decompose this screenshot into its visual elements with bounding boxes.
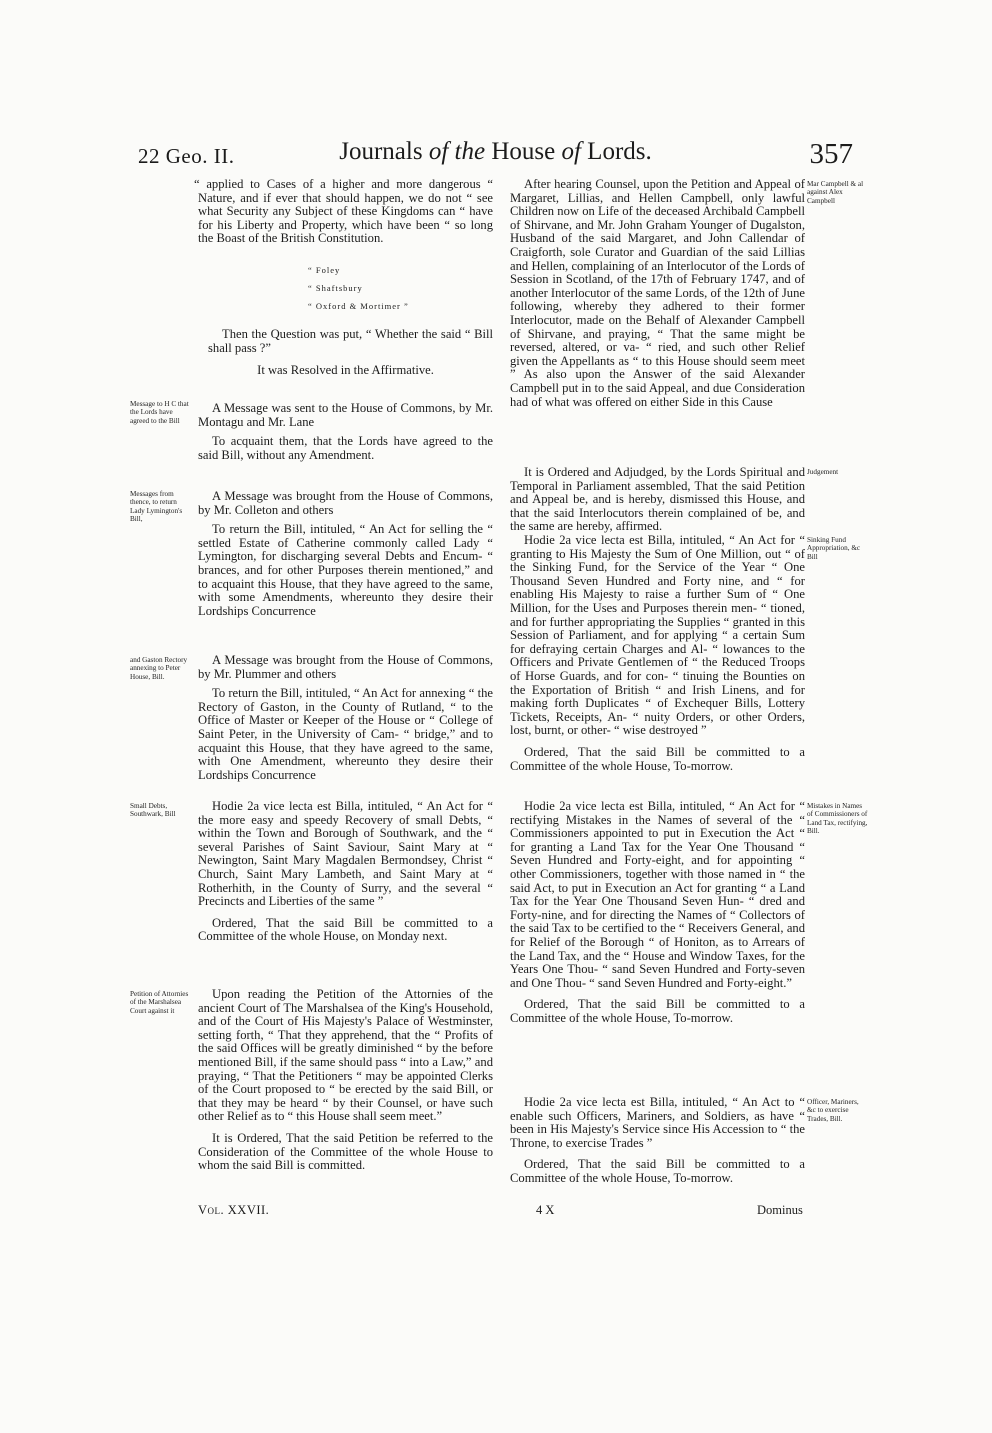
signature-oxford: “ Oxford & Mortimer ” xyxy=(308,301,409,311)
margin-note-message-hc: Message to H C that the Lords have agreed to the Bill xyxy=(130,400,189,425)
signature-foley: “ Foley xyxy=(308,265,341,275)
catchword: Dominus xyxy=(757,1203,803,1217)
title-part: of the xyxy=(428,138,486,165)
title-part: Journals xyxy=(339,138,429,165)
margin-note-judgement: Judgement xyxy=(807,468,839,476)
margin-note-officers: Officer, Mariners, &c to exercise Trades, Bill. xyxy=(807,1098,859,1123)
margin-note-gaston: and Gaston Rectory annexing to Peter House, Bill. xyxy=(130,656,188,681)
resolved-line: It was Resolved in the Affirmative. xyxy=(257,363,434,377)
message-2: A Message was brought from the House of Commons, by Mr. Colleton and others To return the Bill, intituled, “ An Act for selling the “ settled Estate of Catherine commonly called Lady “ Lymington, for discharging several Debts and Encum- “ brances, and for other Purposes therein mentioned,” and to acquaint this House, that they have agreed to the same, with some Amendments, whereunto they desire their Lordships Concurrence xyxy=(198,489,493,618)
message-3: A Message was brought from the House of Commons, by Mr. Plummer and others To return the Bill, intituled, “ An Act for annexing “ the Rectory of Gaston, in the County of Rutland, “ to the Office of Master or Keeper of the House or “ College of Saint Peter, in the University of Cam- “ bridge,” and to acquaint this House, that they have agreed to the same, with One Amendment, whereunto they desire their Lordships Concurrence xyxy=(198,653,493,782)
margin-note-campbell: Mar Campbell & al against Alex Campbell xyxy=(807,180,864,205)
margin-note-mistakes: Mistakes in Names of Commissioners of Land Tax, rectifying, Bill. xyxy=(807,802,868,835)
campbell-appeal: After hearing Counsel, upon the Petition and Appeal of Margaret, Lillias, and Hellen Campbell, only lawful Children now on Life of the deceased Archibald Campbell of Shirvane, and Mr. John Graham Younger of Dugalston, Husband of the said Margaret, and John Callendar of Craigforth, sole Curator and Guardian of the said Lillias and Hellen, complaining of an Interlocutor of the Lords of Session in Scotland, of the 17th of February 1747, and of another Interlocutor of the same Lords, of the 12th of June following, whereby they adhered to their former Interlocutor, made on the Behalf of Alexander Campbell of Shirvane, and praying, “ That the same might be reversed, altered, or va- “ ried, and such other Relief given the Appellants as “ to this House should seem meet ” As also upon the Answer of the said Alexander Campbell put in to the said Appeal, and due Consideration had of what was offered on either Side in this Cause xyxy=(510,177,805,409)
margin-note-petition: Petition of Attornies of the Marshalsea Court against it xyxy=(130,990,189,1015)
page-header xyxy=(138,138,853,174)
right-column xyxy=(510,178,805,1198)
opening-quote: “ applied to Cases of a higher and more dangerous “ Nature, and if ever that should happen, we do not “ see what Security any Subject of these Kingdoms can “ have for his Liberty and Property, which have been “ so long the Boast of the British Constitution. xyxy=(194,177,493,246)
small-debts-bill: Hodie 2a vice lecta est Billa, intituled, “ An Act for “ the more easy and speedy Recovery of small Debts, “ within the Town and Borough of Southwark, and the “ several Parishes of Saint Saviour, Saint Mary at “ Newington, Saint Mary Magdalen Bermondsey, Christ “ Church, Saint Mary Lambeth, and Saint Mary at “ Rotherhith, in the County of Surry, and the several “ Precincts and Liberties of the same ” Ordered, That the said Bill be committed to a Committee of the whole House, on Monday next. xyxy=(198,799,493,944)
signature-mark: 4 X xyxy=(536,1203,555,1217)
title-part: Lords. xyxy=(580,138,652,165)
signature-shaftsbury: “ Shaftsbury xyxy=(308,283,363,293)
officers-bill: Hodie 2a vice lecta est Billa, intituled, “ An Act to “ enable such Officers, Mariners, and Soldiers, as have “ been in His Majesty's Service since His Accession to “ the Throne, to exercise Trades ” Ordered, That the said Bill be committed to a Committee of the whole House, To-morrow. xyxy=(510,1095,805,1185)
margin-note-small-debts: Small Debts, Southwark, Bill xyxy=(130,802,176,819)
volume-mark: Vol. XXVII. xyxy=(198,1203,270,1217)
margin-note-messages-from: Messages from thence, to return Lady Lymington's Bill, xyxy=(130,490,183,523)
regnal-year: 22 Geo. II. xyxy=(138,144,235,168)
message-1: A Message was sent to the House of Commons, by Mr. Montagu and Mr. Lane To acquaint them, that the Lords have agreed to the said Bill, without any Amendment. xyxy=(198,401,493,462)
left-column xyxy=(194,177,493,1198)
judgement-para: It is Ordered and Adjudged, by the Lords Spiritual and Temporal in Parliament assembled, That the said Petition and Appeal be, and is hereby, dismissed this House, and that the said Interlocutors therein complained of be, and the same are hereby, affirmed. xyxy=(510,465,805,534)
page-number: 357 xyxy=(809,138,853,170)
question-put: Then the Question was put, “ Whether the said “ Bill shall pass ?” xyxy=(208,327,493,355)
petition-attornies: Upon reading the Petition of the Attornies of the ancient Court of The Marshalsea of the King's Household, and of the Court of His Majesty's Palace of Westminster, setting forth, “ That they apprehend, that the “ Profits of the said Offices will be greatly diminished “ by the before mentioned Bill, if the same should pass “ into a Law,” and praying, “ That the Petitioners “ may be appointed Clerks of the Court proposed to “ be erected by the said Bill, or that they may be heard “ by their Counsel, or have such other Relief as to “ this House shall seem meet.” It is Ordered, That the said Petition be referred to the Consideration of the Committee of the whole House to whom the said Bill is committed. xyxy=(198,987,493,1173)
sinking-fund-bill: Hodie 2a vice lecta est Billa, intituled, “ An Act for “ granting to His Majesty the Sum of One Million, out “ of the Sinking Fund, for the Service of the Year “ One Thousand Seven Hundred and Forty nine, and “ for enabling His Majesty to raise a further Sum of “ One Million, for the Uses and Purposes therein men- “ tioned, and for further appropriating the Supplies “ granted in this Session of Parliament, and for applying “ a certain Sum for defraying certain Charges and Al- “ lowances to the Officers and Private Gentlemen of “ the Reduced Troops of Horse Guards, and for con- “ tinuing the Bounties on the Exportation of British “ and Irish Linens, and for making forth Duplicates “ of Exchequer Bills, Lottery Tickets, Receipts, An- “ nuity Orders, or other Orders, lost, burnt, or other- “ wise destroyed ” Ordered, That the said Bill be committed to a Committee of the whole House, To-morrow. xyxy=(510,533,805,773)
margin-note-sinking: Sinking Fund Appropriation, &c Bill xyxy=(807,536,861,561)
title-part: of xyxy=(561,138,581,165)
title-part: House xyxy=(485,138,562,165)
mistakes-bill: Hodie 2a vice lecta est Billa, intituled, “ An Act for “ rectifying Mistakes in the Names of several of the “ Commissioners appointed to put in Execution the Act “ for granting a Land Tax for the Year One Thousand “ Seven Hundred and Forty-eight, and for appointing “ other Commissioners, together with those named in “ the said Act, to put in Execution an Act for granting “ a Land Tax for the Year One Thousand Seven Hun- “ dred and Forty-nine, and for directing the Names of “ Collectors of the said Tax to be certified to the “ Receivers General, and for Relief of the Borough “ of Honiton, as to Arrears of the Land Tax, and the “ House and Window Taxes, for the Years One Thou- “ sand Seven Hundred and Forty-seven and One Thou- “ sand Seven Hundred and Forty-eight.” Ordered, That the said Bill be committed to a Committee of the whole House, To-morrow. xyxy=(510,799,805,1025)
journal-title xyxy=(138,138,853,166)
